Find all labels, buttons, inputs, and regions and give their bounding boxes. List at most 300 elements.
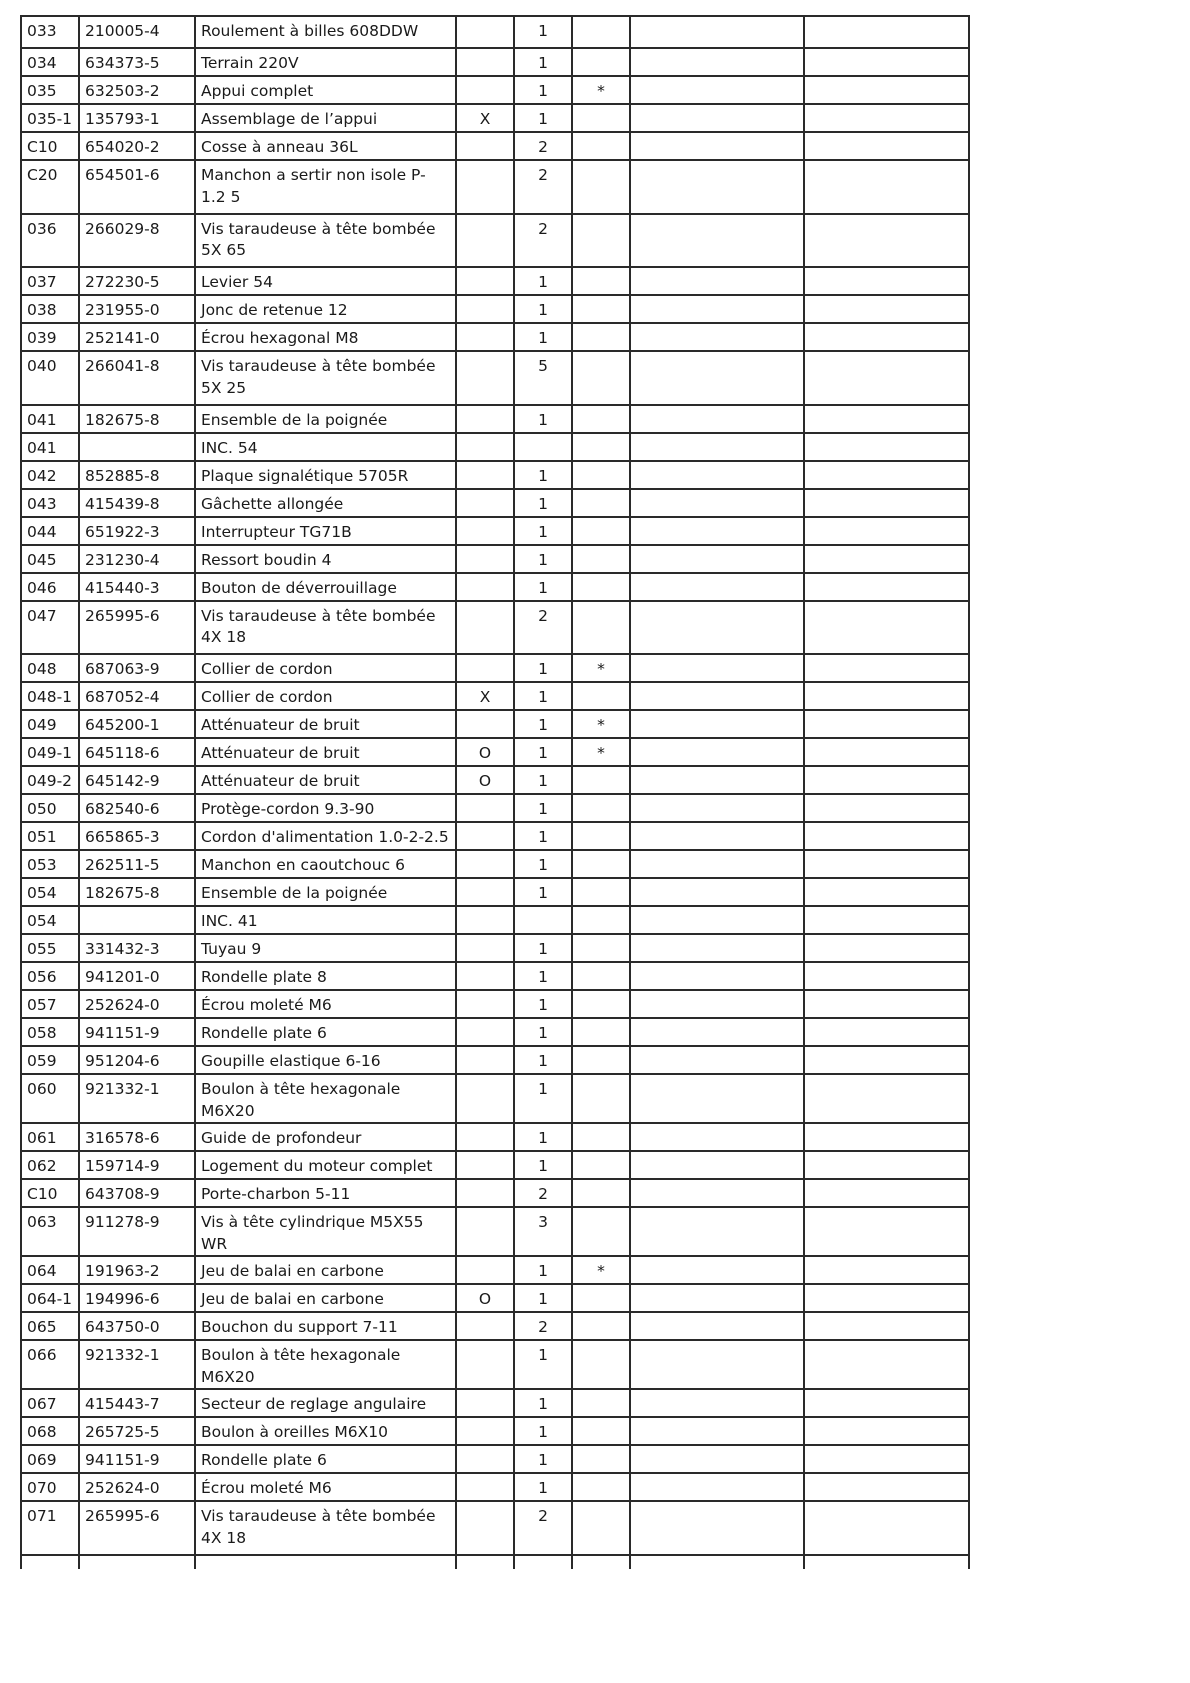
quantity-cell: 1: [514, 76, 572, 104]
description-cell: Rondelle plate 6: [195, 1445, 456, 1473]
blank-cell: [630, 1018, 804, 1046]
part-number-cell: 265995-6: [79, 601, 195, 655]
ref-number-cell: 067: [21, 1389, 79, 1417]
table-row: [21, 1389, 969, 1417]
description-cell: Porte-charbon 5-11: [195, 1179, 456, 1207]
option-mark-cell: [456, 545, 514, 573]
option-mark-cell: [456, 1417, 514, 1445]
ref-number-cell: 037: [21, 267, 79, 295]
table-row: [21, 295, 969, 323]
note-mark-cell: [572, 545, 630, 573]
quantity-cell: 1: [514, 461, 572, 489]
part-number-cell: 632503-2: [79, 76, 195, 104]
table-row: [21, 1340, 969, 1389]
table-row: [21, 160, 969, 214]
description-cell: Jeu de balai en carbone: [195, 1256, 456, 1284]
table-row: [21, 906, 969, 934]
quantity-cell: 1: [514, 16, 572, 48]
blank-cell: [572, 1555, 630, 1569]
part-number-cell: 210005-4: [79, 16, 195, 48]
blank-cell: [630, 295, 804, 323]
quantity-cell: 1: [514, 1018, 572, 1046]
table-row: [21, 351, 969, 405]
note-mark-cell: [572, 1074, 630, 1123]
note-mark-cell: [572, 214, 630, 268]
note-mark-cell: [572, 461, 630, 489]
quantity-cell: 2: [514, 132, 572, 160]
note-mark-cell: [572, 160, 630, 214]
ref-number-cell: 049-2: [21, 766, 79, 794]
note-mark-cell: [572, 906, 630, 934]
quantity-cell: 1: [514, 489, 572, 517]
table-row: [21, 76, 969, 104]
note-mark-cell: [572, 48, 630, 76]
part-number-cell: 665865-3: [79, 822, 195, 850]
quantity-cell: 1: [514, 654, 572, 682]
ref-number-cell: 062: [21, 1151, 79, 1179]
blank-cell: [630, 489, 804, 517]
quantity-cell: 1: [514, 962, 572, 990]
ref-number-cell: C10: [21, 132, 79, 160]
blank-cell: [804, 682, 969, 710]
blank-cell: [630, 405, 804, 433]
blank-cell: [804, 878, 969, 906]
quantity-cell: 1: [514, 1473, 572, 1501]
ref-number-cell: 041: [21, 433, 79, 461]
table-row: [21, 1445, 969, 1473]
description-cell: Ensemble de la poignée: [195, 878, 456, 906]
blank-cell: [804, 489, 969, 517]
option-mark-cell: [456, 1389, 514, 1417]
ref-number-cell: 049: [21, 710, 79, 738]
note-mark-cell: [572, 132, 630, 160]
blank-cell: [630, 351, 804, 405]
ref-number-cell: 058: [21, 1018, 79, 1046]
quantity-cell: 1: [514, 573, 572, 601]
table-row: [21, 489, 969, 517]
option-mark-cell: [456, 489, 514, 517]
part-number-cell: 654501-6: [79, 160, 195, 214]
table-row: [21, 1074, 969, 1123]
quantity-cell: 2: [514, 601, 572, 655]
description-cell: Manchon en caoutchouc 6: [195, 850, 456, 878]
note-mark-cell: [572, 405, 630, 433]
description-cell: Atténuateur de bruit: [195, 738, 456, 766]
part-number-cell: 231955-0: [79, 295, 195, 323]
description-cell: Écrou hexagonal M8: [195, 323, 456, 351]
ref-number-cell: C20: [21, 160, 79, 214]
quantity-cell: 1: [514, 934, 572, 962]
part-number-cell: 266029-8: [79, 214, 195, 268]
note-mark-cell: [572, 822, 630, 850]
ref-number-cell: 050: [21, 794, 79, 822]
quantity-cell: 2: [514, 1312, 572, 1340]
description-cell: Boulon à tête hexagonale M6X20: [195, 1074, 456, 1123]
ref-number-cell: C10: [21, 1179, 79, 1207]
blank-cell: [630, 906, 804, 934]
table-row: [21, 214, 969, 268]
description-cell: INC. 54: [195, 433, 456, 461]
ref-number-cell: 059: [21, 1046, 79, 1074]
note-mark-cell: [572, 1018, 630, 1046]
option-mark-cell: [456, 16, 514, 48]
ref-number-cell: 055: [21, 934, 79, 962]
blank-cell: [630, 682, 804, 710]
blank-cell: [630, 1207, 804, 1256]
option-mark-cell: [456, 1151, 514, 1179]
part-number-cell: 921332-1: [79, 1074, 195, 1123]
table-row: [21, 654, 969, 682]
part-number-cell: 645142-9: [79, 766, 195, 794]
blank-cell: [804, 794, 969, 822]
blank-cell: [630, 1501, 804, 1555]
blank-cell: [804, 1417, 969, 1445]
blank-cell: [630, 160, 804, 214]
option-mark-cell: [456, 517, 514, 545]
quantity-cell: 1: [514, 295, 572, 323]
option-mark-cell: X: [456, 682, 514, 710]
ref-number-cell: 069: [21, 1445, 79, 1473]
table-row: [21, 573, 969, 601]
note-mark-cell: [572, 1207, 630, 1256]
blank-cell: [514, 1555, 572, 1569]
part-number-cell: 182675-8: [79, 878, 195, 906]
blank-cell: [804, 1555, 969, 1569]
note-mark-cell: [572, 1123, 630, 1151]
blank-cell: [804, 1046, 969, 1074]
ref-number-cell: 057: [21, 990, 79, 1018]
note-mark-cell: [572, 351, 630, 405]
part-number-cell: 687052-4: [79, 682, 195, 710]
part-number-cell: 415440-3: [79, 573, 195, 601]
blank-cell: [804, 76, 969, 104]
blank-cell: [804, 710, 969, 738]
option-mark-cell: [456, 794, 514, 822]
table-row: [21, 822, 969, 850]
note-mark-cell: [572, 794, 630, 822]
note-mark-cell: *: [572, 654, 630, 682]
option-mark-cell: [456, 962, 514, 990]
blank-cell: [630, 601, 804, 655]
quantity-cell: 1: [514, 822, 572, 850]
note-mark-cell: *: [572, 710, 630, 738]
option-mark-cell: [456, 1123, 514, 1151]
note-mark-cell: [572, 1473, 630, 1501]
description-cell: Cosse à anneau 36L: [195, 132, 456, 160]
part-number-cell: 643708-9: [79, 1179, 195, 1207]
note-mark-cell: [572, 850, 630, 878]
part-number-cell: [79, 433, 195, 461]
note-mark-cell: [572, 1501, 630, 1555]
ref-number-cell: 043: [21, 489, 79, 517]
option-mark-cell: [456, 1445, 514, 1473]
option-mark-cell: O: [456, 766, 514, 794]
blank-cell: [630, 1074, 804, 1123]
description-cell: INC. 41: [195, 906, 456, 934]
ref-number-cell: 054: [21, 906, 79, 934]
part-number-cell: 941201-0: [79, 962, 195, 990]
blank-cell: [804, 1312, 969, 1340]
blank-cell: [630, 766, 804, 794]
option-mark-cell: [456, 405, 514, 433]
description-cell: Levier 54: [195, 267, 456, 295]
note-mark-cell: [572, 934, 630, 962]
table-row: [21, 545, 969, 573]
option-mark-cell: [456, 710, 514, 738]
ref-number-cell: 063: [21, 1207, 79, 1256]
option-mark-cell: [456, 934, 514, 962]
blank-cell: [804, 48, 969, 76]
table-row: [21, 682, 969, 710]
note-mark-cell: [572, 323, 630, 351]
description-cell: Logement du moteur complet: [195, 1151, 456, 1179]
table-row: [21, 962, 969, 990]
blank-cell: [630, 517, 804, 545]
blank-cell: [630, 990, 804, 1018]
description-cell: Roulement à billes 608DDW: [195, 16, 456, 48]
blank-cell: [630, 1389, 804, 1417]
note-mark-cell: [572, 601, 630, 655]
blank-cell: [804, 573, 969, 601]
quantity-cell: 1: [514, 267, 572, 295]
option-mark-cell: [456, 1179, 514, 1207]
quantity-cell: 1: [514, 1340, 572, 1389]
description-cell: Vis taraudeuse à tête bombée 4X 18: [195, 1501, 456, 1555]
option-mark-cell: [456, 267, 514, 295]
option-mark-cell: [456, 1473, 514, 1501]
blank-cell: [630, 267, 804, 295]
note-mark-cell: *: [572, 738, 630, 766]
note-mark-cell: [572, 433, 630, 461]
note-mark-cell: [572, 295, 630, 323]
option-mark-cell: [456, 323, 514, 351]
part-number-cell: 415443-7: [79, 1389, 195, 1417]
description-cell: Goupille elastique 6-16: [195, 1046, 456, 1074]
blank-cell: [630, 76, 804, 104]
blank-cell: [630, 934, 804, 962]
blank-cell: [630, 822, 804, 850]
ref-number-cell: 033: [21, 16, 79, 48]
part-number-cell: 654020-2: [79, 132, 195, 160]
blank-cell: [804, 267, 969, 295]
description-cell: Collier de cordon: [195, 682, 456, 710]
description-cell: Manchon a sertir non isole P-1.2 5: [195, 160, 456, 214]
description-cell: Jeu de balai en carbone: [195, 1284, 456, 1312]
part-number-cell: 194996-6: [79, 1284, 195, 1312]
description-cell: Bouchon du support 7-11: [195, 1312, 456, 1340]
ref-number-cell: 044: [21, 517, 79, 545]
part-number-cell: 651922-3: [79, 517, 195, 545]
table-row: [21, 433, 969, 461]
part-number-cell: 316578-6: [79, 1123, 195, 1151]
description-cell: Vis taraudeuse à tête bombée 4X 18: [195, 601, 456, 655]
quantity-cell: 1: [514, 517, 572, 545]
option-mark-cell: [456, 1501, 514, 1555]
blank-cell: [630, 738, 804, 766]
ref-number-cell: 047: [21, 601, 79, 655]
blank-cell: [804, 1179, 969, 1207]
blank-cell: [804, 1473, 969, 1501]
quantity-cell: 1: [514, 850, 572, 878]
note-mark-cell: [572, 1389, 630, 1417]
part-number-cell: 951204-6: [79, 1046, 195, 1074]
part-number-cell: 911278-9: [79, 1207, 195, 1256]
blank-cell: [804, 738, 969, 766]
part-number-cell: 252624-0: [79, 990, 195, 1018]
blank-cell: [630, 1312, 804, 1340]
parts-table: [20, 15, 970, 1569]
note-mark-cell: *: [572, 76, 630, 104]
ref-number-cell: 039: [21, 323, 79, 351]
quantity-cell: 1: [514, 323, 572, 351]
ref-number-cell: 065: [21, 1312, 79, 1340]
quantity-cell: 1: [514, 1284, 572, 1312]
table-row: [21, 323, 969, 351]
quantity-cell: 2: [514, 160, 572, 214]
blank-cell: [804, 990, 969, 1018]
option-mark-cell: [456, 1340, 514, 1389]
ref-number-cell: 042: [21, 461, 79, 489]
blank-cell: [804, 295, 969, 323]
table-row: [21, 1501, 969, 1555]
table-row: [21, 710, 969, 738]
description-cell: Gâchette allongée: [195, 489, 456, 517]
blank-cell: [630, 1340, 804, 1389]
ref-number-cell: 071: [21, 1501, 79, 1555]
quantity-cell: 1: [514, 1445, 572, 1473]
part-number-cell: 643750-0: [79, 1312, 195, 1340]
blank-cell: [630, 878, 804, 906]
description-cell: Assemblage de l’appui: [195, 104, 456, 132]
table-row: [21, 601, 969, 655]
note-mark-cell: [572, 990, 630, 1018]
ref-number-cell: 048-1: [21, 682, 79, 710]
blank-cell: [804, 545, 969, 573]
ref-number-cell: 049-1: [21, 738, 79, 766]
table-row: [21, 132, 969, 160]
ref-number-cell: 054: [21, 878, 79, 906]
table-row: [21, 48, 969, 76]
table-row: [21, 850, 969, 878]
blank-cell: [804, 132, 969, 160]
note-mark-cell: [572, 1046, 630, 1074]
blank-cell: [804, 1123, 969, 1151]
quantity-cell: 2: [514, 1501, 572, 1555]
part-number-cell: 135793-1: [79, 104, 195, 132]
table-row: [21, 1179, 969, 1207]
part-number-cell: 331432-3: [79, 934, 195, 962]
blank-cell: [456, 1555, 514, 1569]
part-number-cell: 265995-6: [79, 1501, 195, 1555]
blank-cell: [630, 48, 804, 76]
quantity-cell: 1: [514, 1389, 572, 1417]
blank-cell: [804, 517, 969, 545]
part-number-cell: 634373-5: [79, 48, 195, 76]
description-cell: Plaque signalétique 5705R: [195, 461, 456, 489]
option-mark-cell: [456, 76, 514, 104]
table-row: [21, 16, 969, 48]
ref-number-cell: 068: [21, 1417, 79, 1445]
quantity-cell: 1: [514, 1151, 572, 1179]
quantity-cell: 2: [514, 214, 572, 268]
blank-cell: [630, 1445, 804, 1473]
blank-cell: [804, 104, 969, 132]
quantity-cell: 1: [514, 766, 572, 794]
note-mark-cell: [572, 1151, 630, 1179]
ref-number-cell: 066: [21, 1340, 79, 1389]
ref-number-cell: 040: [21, 351, 79, 405]
ref-number-cell: 048: [21, 654, 79, 682]
option-mark-cell: [456, 351, 514, 405]
blank-cell: [804, 214, 969, 268]
table-row: [21, 405, 969, 433]
table-row: [21, 517, 969, 545]
blank-cell: [804, 1501, 969, 1555]
blank-cell: [630, 1179, 804, 1207]
parts-table-body: [21, 16, 969, 1569]
table-row: [21, 1312, 969, 1340]
blank-cell: [804, 1340, 969, 1389]
part-number-cell: 265725-5: [79, 1417, 195, 1445]
description-cell: Appui complet: [195, 76, 456, 104]
part-number-cell: 252141-0: [79, 323, 195, 351]
blank-cell: [195, 1555, 456, 1569]
table-row: [21, 1018, 969, 1046]
part-number-cell: [79, 906, 195, 934]
option-mark-cell: X: [456, 104, 514, 132]
note-mark-cell: [572, 489, 630, 517]
note-mark-cell: [572, 1312, 630, 1340]
ref-number-cell: 041: [21, 405, 79, 433]
description-cell: Boulon à oreilles M6X10: [195, 1417, 456, 1445]
blank-cell: [630, 132, 804, 160]
blank-cell: [804, 850, 969, 878]
part-number-cell: 231230-4: [79, 545, 195, 573]
option-mark-cell: [456, 822, 514, 850]
quantity-cell: 1: [514, 104, 572, 132]
note-mark-cell: [572, 682, 630, 710]
blank-cell: [804, 962, 969, 990]
ref-number-cell: 060: [21, 1074, 79, 1123]
blank-cell: [630, 1151, 804, 1179]
option-mark-cell: [456, 878, 514, 906]
blank-cell: [804, 1389, 969, 1417]
table-row: [21, 1046, 969, 1074]
table-row: [21, 934, 969, 962]
blank-cell: [630, 323, 804, 351]
table-row: [21, 738, 969, 766]
blank-cell: [630, 1256, 804, 1284]
blank-cell: [630, 1555, 804, 1569]
table-row: [21, 1256, 969, 1284]
table-row: [21, 461, 969, 489]
note-mark-cell: [572, 962, 630, 990]
blank-cell: [804, 906, 969, 934]
blank-cell: [630, 1046, 804, 1074]
note-mark-cell: [572, 104, 630, 132]
option-mark-cell: [456, 573, 514, 601]
table-row: [21, 878, 969, 906]
blank-cell: [630, 214, 804, 268]
description-cell: Secteur de reglage angulaire: [195, 1389, 456, 1417]
note-mark-cell: [572, 573, 630, 601]
blank-cell: [630, 433, 804, 461]
description-cell: Rondelle plate 6: [195, 1018, 456, 1046]
ref-number-cell: 046: [21, 573, 79, 601]
option-mark-cell: O: [456, 1284, 514, 1312]
note-mark-cell: [572, 1445, 630, 1473]
blank-cell: [630, 850, 804, 878]
